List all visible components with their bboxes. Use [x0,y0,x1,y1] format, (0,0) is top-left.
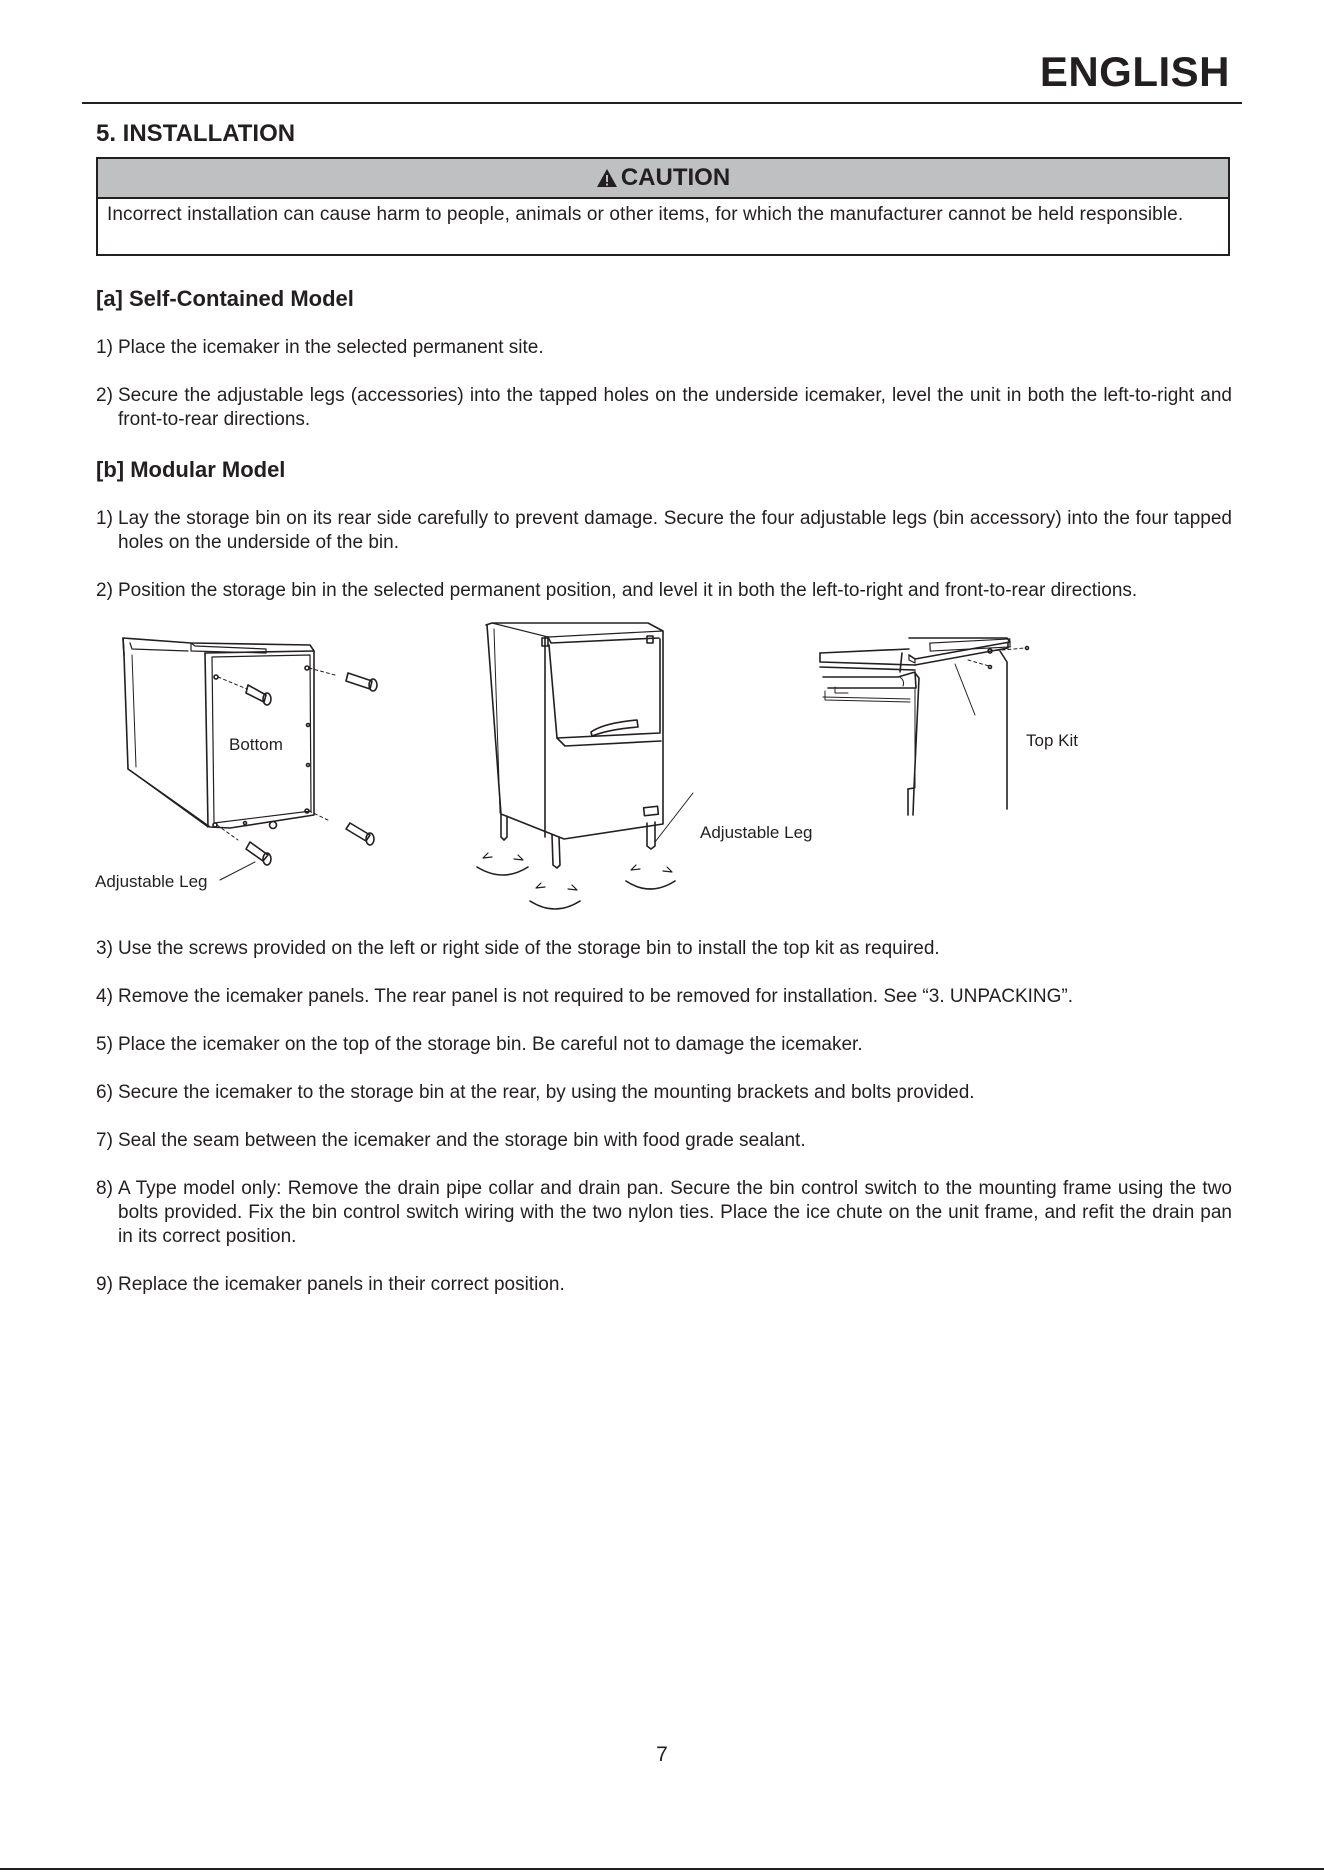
bottom-label: Bottom [229,735,283,754]
modular-step-7 [96,1129,1232,1153]
modular-step-1 [96,507,1232,555]
warning-triangle-icon [596,168,618,188]
step-text: Replace the icemaker panels in their correct position. [118,1274,565,1295]
header-rule [82,102,1242,104]
step-number: 1) [96,337,113,358]
caution-text: Incorrect installation can cause harm to people, animals or other items, for which the manufacturer cannot be held responsible. [107,204,1184,225]
step-number: 7) [96,1130,113,1151]
adjustable-leg-icon [346,823,374,845]
storage-bin-illustration [477,623,693,909]
adjustable-leg-icon [346,673,377,691]
step-number: 2) [96,580,113,601]
self-contained-step-1 [96,336,1232,360]
step-text: Place the icemaker in the selected permanent site. [118,337,544,358]
step-text: Remove the icemaker panels. The rear panel is not required to be removed for installation. See “3. UNPACKING”. [118,986,1074,1007]
page-number: 7 [656,1743,668,1766]
section-title: 5. INSTALLATION [96,120,296,147]
step-text: Secure the adjustable legs (accessories) into the tapped holes on the underside icemaker, level the unit in both the left-to-right and front-to-rear directions. [118,385,1232,430]
step-text: Position the storage bin in the selected permanent position, and level it in both the left-to-right and front-to-rear directions. [118,580,1138,601]
step-text: Use the screws provided on the left or right side of the storage bin to install the top kit as required. [118,938,940,959]
installation-figures [90,615,1240,930]
modular-step-5 [96,1033,1232,1057]
caution-box [96,157,1230,256]
modular-heading: [b] Modular Model [96,457,286,482]
step-text: Seal the seam between the icemaker and the storage bin with food grade sealant. [118,1130,806,1151]
caution-header [98,159,1228,199]
language-heading: ENGLISH [1039,48,1230,95]
modular-step-2 [96,579,1232,603]
step-text: Secure the icemaker to the storage bin at the rear, by using the mounting brackets and bolts provided. [118,1082,975,1103]
top-kit-illustration [820,638,1029,815]
step-number: 1) [96,508,113,529]
step-number: 8) [96,1178,113,1199]
step-text: Place the icemaker on the top of the storage bin. Be careful not to damage the icemaker. [118,1034,863,1055]
bin-bottom-illustration [123,638,377,880]
self-contained-heading: [a] Self-Contained Model [96,286,354,311]
step-number: 2) [96,385,113,406]
footer-rule [0,1868,1324,1870]
step-text: Lay the storage bin on its rear side carefully to prevent damage. Secure the four adjustable legs (bin accessory) into the four tapped holes on the underside of the bin. [118,508,1232,553]
modular-step-3 [96,937,1232,961]
adjustable-leg-label-left: Adjustable Leg [95,872,208,891]
top-kit-label: Top Kit [1026,731,1078,750]
step-number: 9) [96,1274,113,1295]
modular-step-8 [96,1177,1232,1249]
adjustable-leg-icon [246,842,271,865]
modular-step-6 [96,1081,1232,1105]
modular-step-4 [96,985,1232,1009]
step-number: 6) [96,1082,113,1103]
caution-title: CAUTION [620,164,731,191]
self-contained-step-2 [96,384,1232,432]
modular-step-9 [96,1273,1232,1297]
step-text: A Type model only: Remove the drain pipe collar and drain pan. Secure the bin control switch to the mounting frame using the two bolts provided. Fix the bin control switch wiring with the two nylon ties. Place the ice chute on the unit frame, and refit the drain pan in its correct position. [118,1178,1232,1247]
step-number: 3) [96,938,113,959]
step-number: 5) [96,1034,113,1055]
adjustable-leg-label-mid: Adjustable Leg [700,823,813,842]
adjustable-leg-icon [246,685,271,705]
step-number: 4) [96,986,113,1007]
